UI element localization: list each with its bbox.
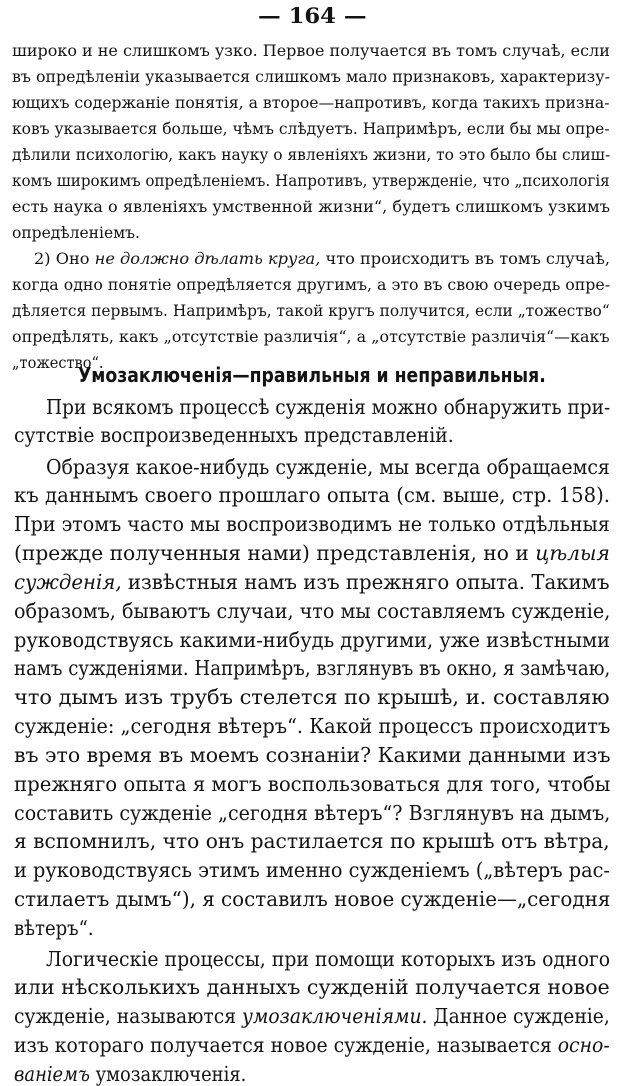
- text-line: [12, 198, 610, 216]
- text: опредѣленіемъ.: [12, 224, 140, 242]
- text-line: [14, 1033, 610, 1057]
- page-number: — 164 —: [258, 3, 367, 28]
- text: комъ широкимъ опредѣленіемъ. Напротивъ, утвержденіе, что „психологія: [12, 172, 610, 190]
- italic-text: сужденія,: [14, 570, 122, 594]
- text: Данное сужденіе,: [427, 1004, 610, 1028]
- italic-text: цѣлыя: [535, 541, 610, 565]
- text: дѣлили психологію, какъ науку о явленіяхъ жизни, то это было бы слиш-: [12, 146, 611, 164]
- text-line: [14, 628, 610, 652]
- text-line: [12, 120, 610, 138]
- section-heading: Умозаключенія—правильныя и неправильныя.: [78, 363, 546, 387]
- text-line: [12, 146, 610, 164]
- text: что происходитъ въ томъ случаѣ,: [320, 250, 611, 268]
- text-line: [12, 276, 610, 294]
- text: сужденіе, называются: [14, 1004, 243, 1028]
- text-line: [12, 172, 610, 190]
- text: дѣляется первымъ. Напримѣръ, такой кругъ получится, если „тожество“: [12, 302, 610, 320]
- text: руководствуясь какими-нибудь другими, уже извѣстными: [14, 628, 611, 652]
- text-line: [14, 483, 610, 507]
- text-line: [14, 772, 610, 796]
- text-line: [14, 570, 610, 594]
- text: или нѣсколькихъ данныхъ сужденій получается новое: [14, 975, 610, 999]
- text-line: [12, 328, 610, 346]
- text-line: [46, 947, 610, 971]
- text: извѣстныя намъ изъ прежняго опыта. Такимъ: [121, 570, 610, 594]
- text-line: [12, 94, 610, 112]
- text: ковъ указывается больше, чѣмъ слѣдуетъ. Напримѣръ, если бы мы опре-: [12, 120, 610, 138]
- text-line: [12, 302, 610, 320]
- text: умозаключенія.: [89, 1062, 247, 1086]
- text: есть наука о явленіяхъ умственной жизни“, будетъ слишкомъ узкимъ: [12, 198, 610, 216]
- text: намъ сужденіями. Напримѣръ, взглянувъ въ окно, я замѣчаю,: [14, 656, 611, 680]
- text: въ это время въ моемъ сознаніи? Какими данными изъ: [14, 743, 611, 767]
- text-line: [14, 512, 610, 536]
- text-line: [46, 455, 610, 479]
- text-line: [14, 975, 610, 999]
- text: опредѣлять, какъ „отсутствіе различія“, а „отсутствіе различія“—какъ: [12, 328, 610, 346]
- text: (прежде полученныя нами) представленія, но и: [14, 541, 536, 565]
- text: стилаетъ дымъ“), я составилъ новое сужденіе—„сегодня: [14, 887, 611, 911]
- italic-text: осно-: [557, 1033, 610, 1057]
- text-line: [46, 395, 610, 419]
- text: къ даннымъ своего прошлаго опыта (см. выше, стр. 158).: [14, 483, 611, 507]
- text: что дымъ изъ трубъ стелется по крышѣ, и. составляю: [14, 685, 610, 709]
- text: „тожество“.: [12, 354, 104, 372]
- text-line: [14, 685, 610, 709]
- text-line: [14, 916, 94, 940]
- text-line: [34, 250, 610, 268]
- text: Образуя какое-нибудь сужденіе, мы всегда обращаемся: [46, 455, 610, 479]
- text-line: [14, 1004, 610, 1028]
- text: При этомъ часто мы воспроизводимъ не только отдѣльныя: [14, 512, 610, 536]
- italic-text: умозаключеніями.: [242, 1004, 428, 1028]
- text-line: [12, 224, 140, 242]
- text: я вспомнилъ, что онъ растилается по крышѣ отъ вѣтра,: [14, 829, 610, 853]
- text: образомъ, бываютъ случаи, что мы составляемъ сужденіе,: [14, 599, 611, 623]
- text-line: [14, 829, 610, 853]
- text-line: [14, 423, 454, 447]
- text: изъ котораго получается новое сужденіе, называется: [14, 1033, 558, 1057]
- text: широко и не слишкомъ узко. Первое получается въ томъ случаѣ, если: [12, 42, 610, 60]
- text: прежняго опыта я могъ воспользоваться для того, чтобы: [14, 772, 611, 796]
- text-line: [14, 599, 610, 623]
- text: 2) Оно: [34, 250, 95, 268]
- text: ющихъ содержаніе понятія, а второе—напротивъ, когда такихъ призна-: [12, 94, 610, 112]
- italic-text: не должно дѣлать круга,: [94, 250, 321, 268]
- text: сужденіе: „сегодня вѣтеръ“. Какой процессъ происходитъ: [14, 714, 611, 738]
- text-line: [12, 42, 610, 60]
- text-line: [14, 887, 610, 911]
- text: и руководствуясь этимъ именно сужденіемъ („вѣтеръ рас-: [14, 858, 610, 882]
- text-line: [14, 541, 610, 565]
- text-line: [14, 743, 610, 767]
- text-line: [14, 656, 610, 680]
- text: Логическіе процессы, при помощи которыхъ изъ одного: [46, 947, 611, 971]
- text: въ опредѣленіи указывается слишкомъ мало признаковъ, характеризу-: [12, 68, 610, 86]
- italic-text: ваніемъ: [14, 1062, 90, 1086]
- text: При всякомъ процессѣ сужденія можно обнаружить при-: [46, 395, 611, 419]
- text: вѣтеръ“.: [14, 916, 94, 940]
- text-line: [14, 858, 610, 882]
- text: составить сужденіе „сегодня вѣтеръ“? Взглянувъ на дымъ,: [14, 801, 611, 825]
- text-line: [12, 68, 610, 86]
- text: сутствіе воспроизведенныхъ представленій.: [14, 423, 454, 447]
- text: когда одно понятіе опредѣляется другимъ, а это въ свою очередь опре-: [12, 276, 611, 294]
- text-line: [14, 1062, 246, 1086]
- text-line: [14, 801, 610, 825]
- text-line: [14, 714, 610, 738]
